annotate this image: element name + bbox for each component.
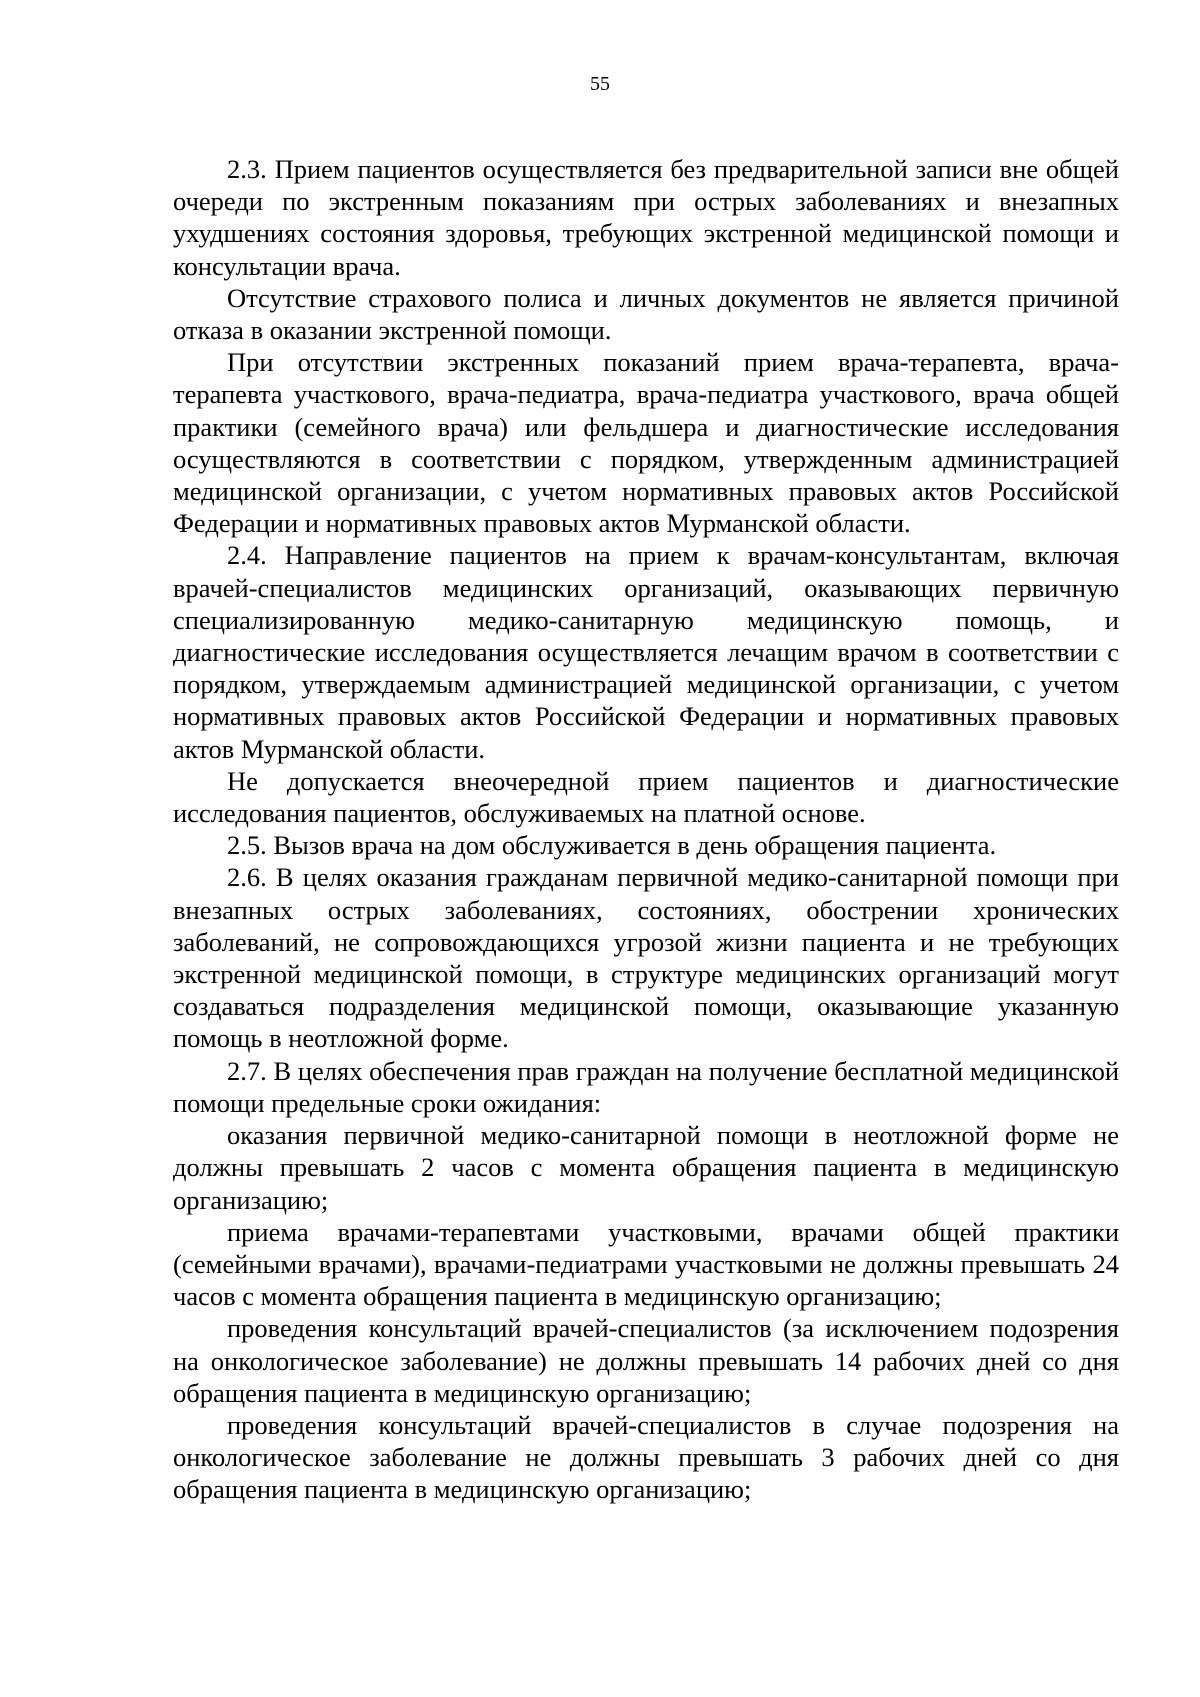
paragraph-2-5: 2.5. Вызов врача на дом обслуживается в день обращения пациента. bbox=[227, 830, 997, 861]
list-item-specialists: проведения консультаций врачей-специалистов (за исключением подозрения на онкологическое заболевание) не должны превышать 14 рабочих дней со дня обращения пациента в медицинскую организацию; bbox=[173, 1313, 1119, 1408]
page-number: 55 bbox=[590, 73, 610, 95]
paragraph-no-insurance: Отсутствие страхового полиса и личных документов не является причиной отказа в оказании экстренной помощи. bbox=[173, 282, 1119, 346]
paragraph-paid-basis: Не допускается внеочередной прием пациентов и диагностические исследования пациентов, обслуживаемых на платной основе. bbox=[173, 765, 1119, 829]
paragraph-2-4: 2.4. Направление пациентов на прием к врачам-консультантам, включая врачей-специалистов медицинских организаций, оказывающих первичную специализированную медико-санитарную медицинскую помощь, и диагностические исследования осуществляется лечащим врачом в соответствии с порядком, утверждаемым администрацией медицинской организации, с учетом нормативных правовых актов Российской Федерации и нормативных правовых актов Мурманской области. bbox=[173, 540, 1119, 764]
paragraph-2-6: 2.6. В целях оказания гражданам первичной медико-санитарной помощи при внезапных острых заболеваниях, состояниях, обострении хронических заболеваний, не сопровождающихся угрозой жизни пациента и не требующих экстренной медицинской помощи, в структуре медицинских организаций могут создаваться подразделения медицинской помощи, оказывающие указанную помощь в неотложной форме. bbox=[173, 862, 1119, 1054]
list-item-oncology: проведения консультаций врачей-специалистов в случае подозрения на онкологическое заболевание не должны превышать 3 рабочих дней со дня обращения пациента в медицинскую организацию; bbox=[173, 1409, 1119, 1505]
paragraph-2-7: 2.7. В целях обеспечения прав граждан на получение бесплатной медицинской помощи предельные сроки ожидания: bbox=[173, 1055, 1119, 1118]
paragraph-no-emergency: При отсутствии экстренных показаний прием врача-терапевта, врача-терапевта участкового, врача-педиатра, врача-педиатра участкового, врача общей практики (семейного врача) или фельдшера и диагностические исследования осуществляются в соответствии с порядком, утвержденным администрацией медицинской организации, с учетом нормативных правовых актов Российской Федерации и нормативных правовых актов Мурманской области. bbox=[173, 347, 1119, 539]
list-item-urgent-care: оказания первичной медико-санитарной помощи в неотложной форме не должны превышать 2 часов с момента обращения пациента в медицинскую организацию; bbox=[173, 1120, 1119, 1215]
paragraph-2-3: 2.3. Прием пациентов осуществляется без предварительной записи вне общей очереди по экстренным показаниям при острых заболеваниях и внезапных ухудшениях состояния здоровья, требующих экстренной медицинской помощи и консультации врача. bbox=[173, 154, 1119, 281]
document-body bbox=[173, 153, 1119, 1506]
list-item-district-doctors: приема врачами-терапевтами участковыми, врачами общей практики (семейными врачами), врачами-педиатрами участковыми не должны превышать 24 часов с момента обращения пациента в медицинскую организацию; bbox=[173, 1216, 1119, 1312]
